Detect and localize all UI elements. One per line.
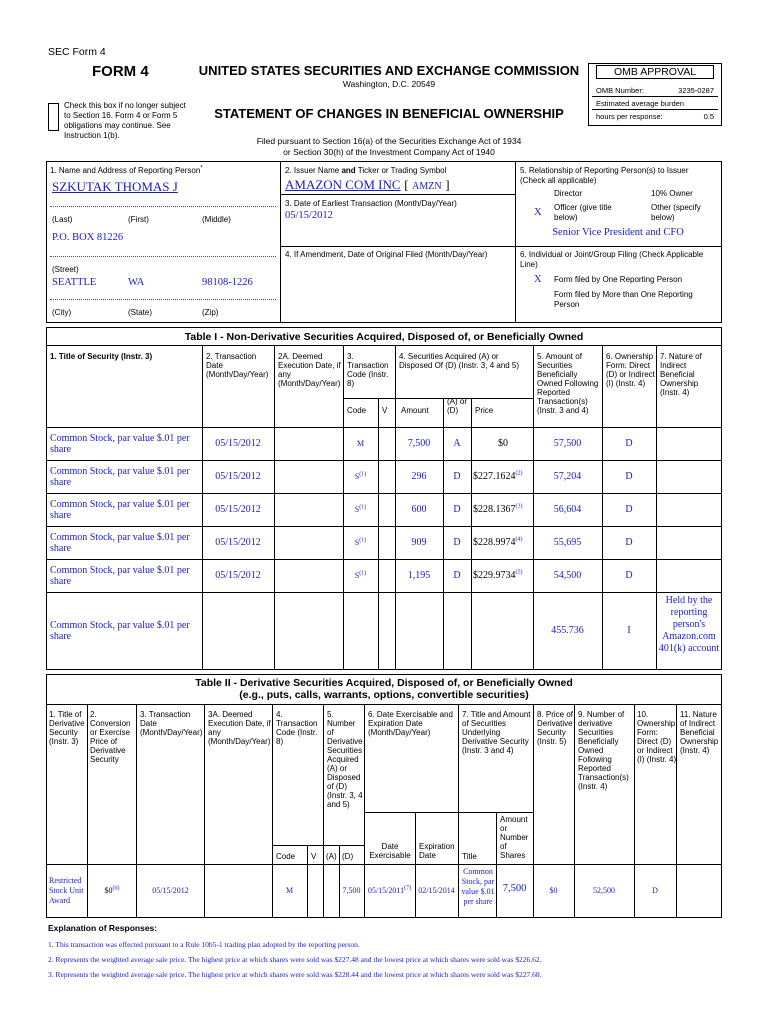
table-row-aord: A (453, 437, 461, 449)
t1-h-code: Code (347, 406, 367, 415)
table-row-form: D (625, 503, 633, 515)
t2-d: 7,500 (342, 886, 361, 895)
t1-h3: 3. Transaction Code (Instr. 8) (347, 352, 389, 388)
table-row-code: $S^{(1)}$ (354, 569, 367, 580)
sec-form-label: SEC Form 4 (48, 46, 106, 58)
table-row-title: Common Stock, par value $.01 per share (50, 465, 190, 488)
table-row-date: 05/15/2012 (215, 437, 261, 449)
table-row-form: D (625, 470, 633, 482)
omb-title: OMB APPROVAL (596, 65, 714, 79)
explanation-notes (48, 937, 722, 982)
reporting-address: P.O. BOX 81226 (52, 232, 124, 243)
table-row-form: D (625, 536, 633, 548)
state-label: (State) (128, 308, 153, 317)
t2-form: D (652, 886, 658, 895)
issuer-name[interactable]: AMAZON COM INC (285, 177, 401, 192)
agency-location: Washington, D.C. 20549 (342, 79, 436, 89)
omb-number: 3235-0287 (678, 86, 714, 95)
t2-h-amount-shares: Amount or Number of Shares (500, 815, 529, 860)
table-row-price: $0 (498, 437, 508, 449)
filing-label: 6. Individual or Joint/Group Filing (Check Applicable Line) (520, 250, 704, 269)
footnote-1: 1. This transaction was effected pursuant to a Rule 10b5-1 trading plan adopted by the reporting person. (48, 940, 360, 949)
statement-title: STATEMENT OF CHANGES IN BENEFICIAL OWNERSHIP (214, 106, 564, 121)
t2-exercisable: 05/15/2011$^{(7)}$ (367, 885, 412, 895)
t2-h11: 11. Nature of Indirect Beneficial Ownership (Instr. 4) (680, 710, 719, 755)
table-row-title: Common Stock, par value $.01 per share (50, 564, 190, 587)
reporting-city: SEATTLE (52, 277, 97, 288)
omb-burden-label: Estimated average burden (596, 99, 684, 108)
table-row-owned: 57,500 (553, 437, 582, 449)
more-persons-option: Form filed by More than One Reporting Person (554, 290, 693, 309)
t2-shares: 7,500 (502, 883, 527, 894)
t2-price: $0$^{(6)}$ (104, 885, 120, 895)
director-option: Director (554, 189, 583, 198)
table1-title: Table I - Non-Derivative Securities Acquired, Disposed of, or Beneficially Owned (184, 331, 584, 343)
relationship-label: 5. Relationship of Reporting Person(s) to Issuer (Check all applicable) (520, 166, 689, 185)
table-row-title: Common Stock, par value $.01 per share (50, 498, 190, 521)
table-row-date: 05/15/2012 (215, 536, 261, 548)
t2-h10: 10. Ownership Form: Direct (D) or Indirect (I) (Instr. 4) (637, 710, 677, 764)
t2-h3a: 3A. Deemed Execution Date, if any (Month/Day/Year) (208, 710, 271, 746)
table-row-date: 05/15/2012 (215, 503, 261, 515)
table-row-form: I (627, 625, 631, 636)
t2-deriv-price: $0 (549, 886, 558, 895)
t2-h9: 9. Number of derivative Securities Beneficially Owned Following Reported Transaction(s) (Instr. 4) (578, 710, 629, 791)
table-row-aord: D (453, 536, 461, 548)
t2-date: 05/15/2012 (152, 886, 189, 895)
officer-title: Senior Vice President and CFO (552, 227, 684, 238)
issuer-label: 2. Issuer Name and Ticker or Trading Symbol (285, 166, 447, 175)
table-row-price: $228.9974$^{(4)}$ (473, 536, 523, 548)
t2-h-expiration: Expiration Date (419, 842, 455, 860)
t1-h2: 2. Transaction Date (Month/Day/Year) (206, 352, 269, 379)
table-row-owned: 57,204 (553, 470, 582, 482)
table-row-code: $S^{(1)}$ (354, 536, 367, 547)
table-row-title: Common Stock, par value $.01 per share (50, 620, 190, 642)
table-row-price: $228.1367$^{(3)}$ (473, 503, 523, 515)
t2-underlying: Common Stock, par value $.01 per share (461, 867, 495, 906)
t1-h1: 1. Title of Security (Instr. 3) (50, 352, 153, 361)
omb-number-label: OMB Number: (596, 86, 644, 95)
t2-code: M (285, 886, 294, 895)
t2-h-exercisable: Date Exercisable (369, 842, 411, 860)
form-title: FORM 4 (92, 63, 149, 80)
table-row-amount: 7,500 (407, 437, 431, 449)
table-row-price: $227.1624$^{(2)}$ (473, 470, 523, 482)
omb-hours-label: hours per response: (596, 112, 663, 121)
footnote-2: 2. Represents the weighted average sale price. The highest price at which shares were sold was $227.48 and the lowest price at which shares were sold was $226.62. (48, 955, 542, 964)
omb-hours: 0.5 (703, 112, 714, 121)
earliest-date: 05/15/2012 (285, 210, 333, 221)
street-label: (Street) (52, 265, 79, 274)
t2-h-v: V (311, 852, 317, 861)
t2-h2: 2. Conversion or Exercise Price of Derivative Security (90, 710, 131, 764)
t2-owned: 52,500 (593, 886, 615, 895)
one-person-option: Form filed by One Reporting Person (554, 275, 683, 284)
t2-h-a: (A) (326, 852, 337, 861)
table-row-owned: 455.736 (551, 625, 584, 636)
city-label: (City) (52, 308, 72, 317)
no-longer-subject-checkbox[interactable] (48, 103, 59, 131)
table-row-aord: D (453, 569, 461, 581)
other-option: Other (specify below) (651, 203, 701, 222)
officer-mark[interactable]: X (534, 207, 542, 218)
last-label: (Last) (52, 215, 73, 224)
t2-h4: 4. Transaction Code (Instr. 8) (276, 710, 318, 746)
reporting-person-name[interactable]: SZKUTAK THOMAS J (52, 179, 178, 194)
table-row-form: D (625, 437, 633, 449)
t2-expiration: 02/15/2014 (418, 886, 455, 895)
table-row-amount: 1,195 (407, 569, 431, 581)
table-row-amount: 909 (411, 536, 427, 548)
ten-percent-option: 10% Owner (651, 189, 693, 198)
footnote-3: 3. Represents the weighted average sale price. The highest price at which shares were sold was $228.44 and the lowest price at which shares were sold was $227.68. (48, 970, 542, 979)
t1-h6: 6. Ownership Form: Direct (D) or Indirect (I) (Instr. 4) (606, 352, 655, 388)
t2-h7: 7. Title and Amount of Securities Underlying Derivative Security (Instr. 3 and 4) (462, 710, 531, 755)
table-row-aord: D (453, 470, 461, 482)
filed-pursuant: Filed pursuant to Section 16(a) of the Securities Exchange Act of 1934 or Section 30(h) of the Investment Company Act of 1940 (256, 136, 522, 157)
earliest-date-label: 3. Date of Earliest Transaction (Month/Day/Year) (285, 199, 457, 208)
reporting-zip: 98108-1226 (202, 277, 253, 288)
middle-label: (Middle) (202, 215, 231, 224)
table-row-owned: 54,500 (553, 569, 582, 581)
t1-h-price: Price (475, 406, 494, 415)
t2-h6: 6. Date Exercisable and Expiration Date (Month/Day/Year) (368, 710, 453, 737)
t1-h-aord: (A) or (D) (447, 397, 467, 415)
t1-h-amount: Amount (401, 406, 429, 415)
one-person-mark[interactable]: X (534, 274, 542, 285)
table-row-amount: 296 (411, 470, 427, 482)
table-row-owned: 55,695 (553, 536, 582, 548)
table-row-aord: D (453, 503, 461, 515)
table-row-title: Common Stock, par value $.01 per share (50, 432, 190, 455)
table-row-price: $229.9734$^{(5)}$ (473, 569, 523, 581)
agency-title: UNITED STATES SECURITIES AND EXCHANGE COMMISSION (198, 63, 580, 78)
reporting-person-label: 1. Name and Address of Reporting Person* (50, 165, 203, 175)
t2-h-d: (D) (342, 852, 354, 861)
table-row-code: $S^{(1)}$ (354, 470, 367, 481)
table-row-form: D (625, 569, 633, 581)
issuer-ticker: AMZN (412, 181, 442, 192)
t1-h5: 5. Amount of Securities Beneficially Owned Following Reported Transaction(s) (Instr. 3 and 4) (537, 352, 599, 415)
t2-h3: 3. Transaction Date (Month/Day/Year) (140, 710, 203, 737)
t2-h8: 8. Price of Derivative Security (Instr. 5) (537, 710, 574, 746)
table-row-date: 05/15/2012 (215, 470, 261, 482)
table-row-title: Common Stock, par value $.01 per share (50, 531, 190, 554)
table-row-code: $S^{(1)}$ (354, 503, 367, 514)
t2-h-title: Title (462, 852, 477, 861)
table2-title: Table II - Derivative Securities Acquired, Disposed of, or Beneficially Owned (e.g., puts, calls, warrants, options, convertible securities) (195, 677, 573, 701)
reporting-state: WA (128, 277, 145, 288)
officer-option: Officer (give title below) (554, 203, 612, 222)
t1-h7: 7. Nature of Indirect Beneficial Ownership (Instr. 4) (660, 352, 702, 397)
t1-h2a: 2A. Deemed Execution Date, if any (Month/Day/Year) (278, 352, 341, 388)
explanation-title: Explanation of Responses: (48, 923, 158, 933)
checkbox-text: Check this box if no longer subject to Section 16. Form 4 or Form 5 obligations may continue. See Instruction 1(b). (64, 101, 186, 140)
table-row-amount: 600 (411, 503, 427, 515)
issuer-name-ticker: AMAZON COM INC [ AMZN ] (285, 177, 450, 192)
t2-h-code: Code (276, 852, 296, 861)
table-row-code: M (356, 438, 365, 448)
t2-h1: 1. Title of Derivative Security (Instr. 3) (49, 710, 85, 746)
table-row-date: 05/15/2012 (215, 569, 261, 581)
t2-title: Restricted Stock Unit Award (49, 876, 84, 905)
amendment-label: 4. If Amendment, Date of Original Filed (Month/Day/Year) (285, 250, 488, 259)
t1-h-v: V (382, 406, 388, 415)
first-label: (First) (128, 215, 149, 224)
table-row-nature: Held by the reporting person's Amazon.com 401(k) account (658, 595, 720, 654)
t2-h5: 5. Number of Derivative Securities Acquired (A) or Disposed of (D) (Instr. 3, 4 and 5) (327, 710, 363, 809)
t1-h4: 4. Securities Acquired (A) or Disposed Of (D) (Instr. 3, 4 and 5) (399, 352, 520, 370)
zip-label: (Zip) (202, 308, 219, 317)
table-row-owned: 56,604 (553, 503, 582, 515)
